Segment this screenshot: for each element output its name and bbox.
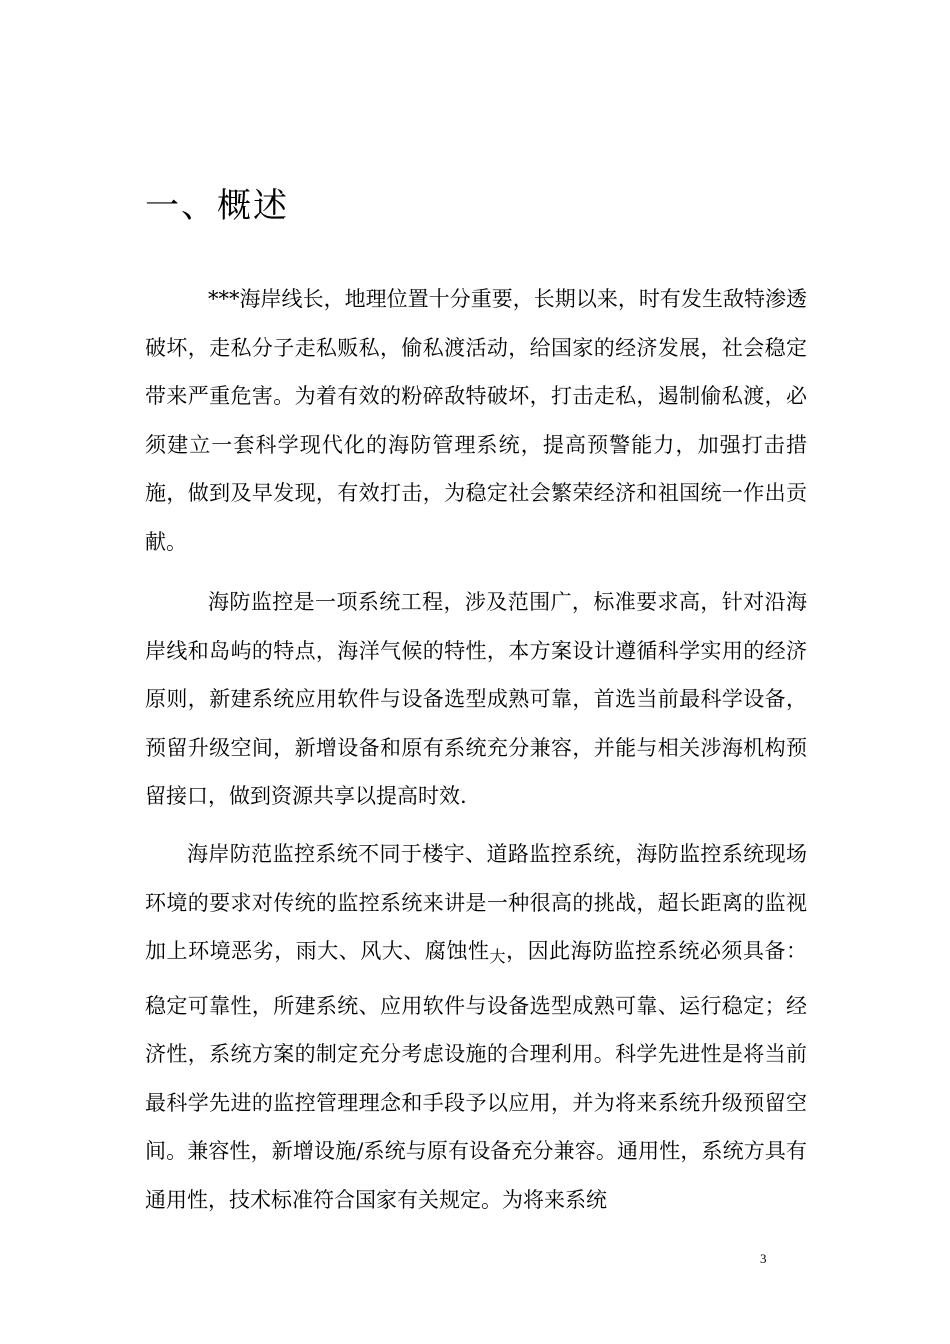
paragraph-3-subscript-text: 大: [489, 947, 507, 966]
page-number: 3: [760, 1251, 767, 1266]
paragraph-3-text-after: ，因此海防监控系统必须具备：稳定可靠性，所建系统、应用软件与设备选型成熟可靠、运行稳定；经济性，系统方案的制定充分考虑设施的合理利用。科学先进性是将当前最科学先进的监控管理理念和手段予以应用，并为将来系统升级预留空间。兼容性，新增设施/系统与原有设备充分兼容。通用性，系统方具有通用性，技术标准符合国家有关规定。为将来系统: [145, 939, 808, 1212]
paragraph-overview-3: [145, 830, 807, 1224]
paragraph-3-text-before: 海岸防范监控系统不同于楼宇、道路监控系统，海防监控系统现场环境的要求对传统的监控系统来讲是一种很高的挑战，超长距离的监视加上环境恶劣，雨大、风大、腐蚀性: [145, 842, 807, 963]
paragraph-overview-1: ***海岸线长，地理位置十分重要，长期以来，时有发生敌特渗透破坏，走私分子走私贩私，偷私渡活动，给国家的经济发展，社会稳定带来严重危害。为着有效的粉碎敌特破坏，打击走私，遏制偷私渡，必须建立一套科学现代化的海防管理系统，提高预警能力，加强打击措施，做到及早发现，有效打击，为稳定社会繁荣经济和祖国统一作出贡献。: [145, 287, 807, 554]
section-heading: 一、概述: [145, 186, 289, 226]
paragraph-overview-2: 海防监控是一项系统工程，涉及范围广，标准要求高，针对沿海岸线和岛屿的特点，海洋气候的特性，本方案设计遵循科学实用的经济原则，新建系统应用软件与设备选型成熟可靠，首选当前最科学设备，预留升级空间，新增设备和原有系统充分兼容，并能与相关涉海机构预留接口，做到资源共享以提高时效.: [145, 590, 807, 808]
